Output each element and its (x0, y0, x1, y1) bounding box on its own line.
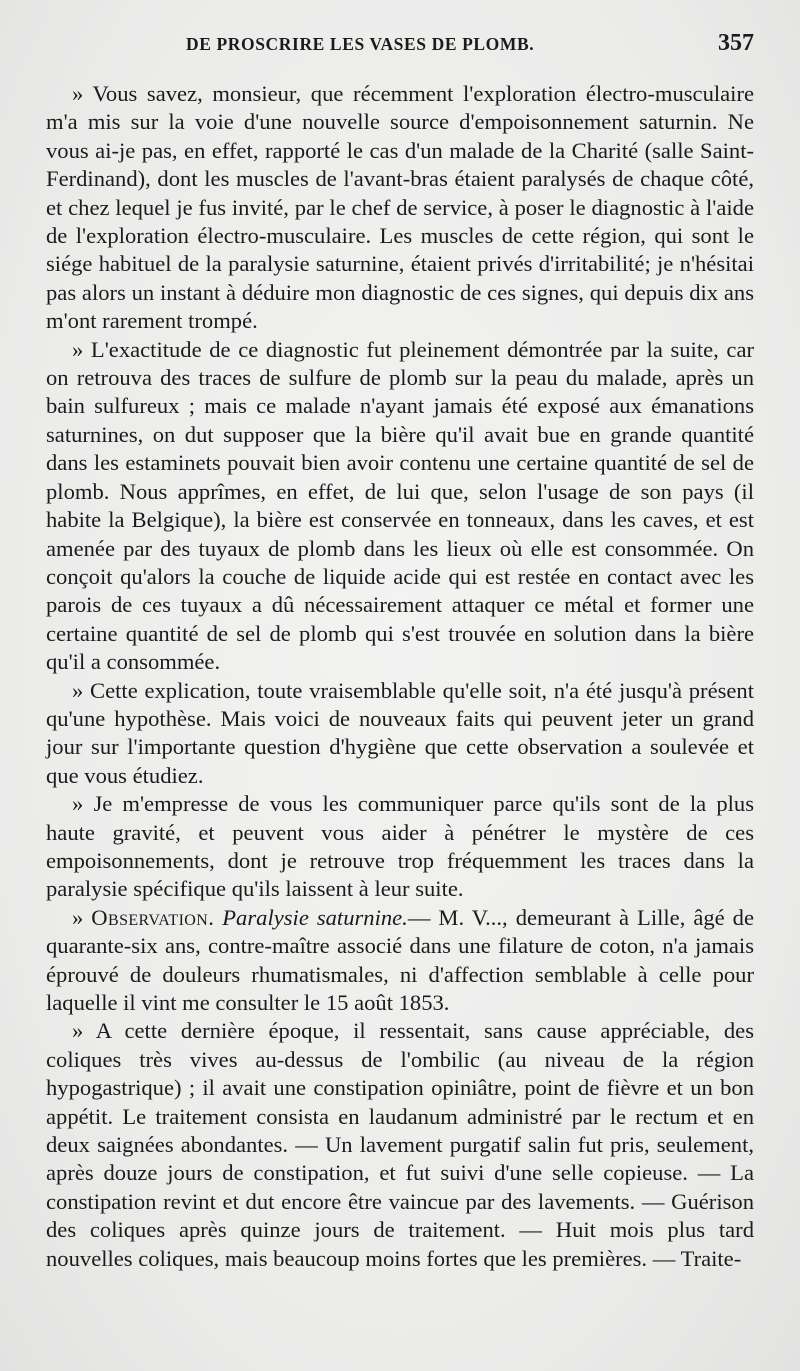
observation-prefix: » (72, 904, 92, 930)
observation-paragraph (46, 904, 754, 1018)
paragraph: » L'exactitude de ce diagnostic fut pleinement démontrée par la suite, car on retrouva des traces de sulfure de plomb sur la peau du malade, après un bain sulfureux ; mais ce malade n'ayant jamais été exposé aux émanations saturnines, on dut supposer que la bière qu'il avait bue en grande quantité dans les estaminets pouvait bien avoir contenu une certaine quantité de sel de plomb. Nous apprîmes, en effet, de lui que, selon l'usage de son pays (il habite la Belgique), la bière est conservée en tonneaux, dans les caves, et est amenée par des tuyaux de plomb dans les lieux où elle est consommée. On conçoit qu'alors la couche de liquide acide qui est restée en contact avec les parois de ces tuyaux a dû nécessairement attaquer ce métal et former une certaine quantité de sel de plomb qui s'est trouvée en solution dans la bière qu'il a consommée. (46, 336, 754, 675)
observation-label: Observation. (91, 904, 215, 930)
paragraph: » Cette explication, toute vraisemblable qu'elle soit, n'a été jusqu'à présent qu'une hypothèse. Mais voici de nouveaux faits qui peuvent jeter un grand jour sur l'importante question d'hygiène que cette observation a soulevée et que vous étudiez. (46, 677, 754, 788)
running-title: DE PROSCRIRE LES VASES DE PLOMB. (186, 34, 535, 54)
page-number: 357 (718, 30, 754, 56)
running-head (186, 30, 754, 66)
paragraph: » Vous savez, monsieur, que récemment l'exploration électro-musculaire m'a mis sur la voie d'une nouvelle source d'empoisonnement saturnin. Ne vous ai-je pas, en effet, rapporté le cas d'un malade de la Charité (salle Saint-Ferdinand), dont les muscles de l'avant-bras étaient paralysés de chaque côté, et chez lequel je fus invité, par le chef de service, à poser le diagnostic à l'aide de l'exploration électro-musculaire. Les muscles de cette région, qui sont le siége habituel de la paralysie saturnine, étaient privés d'irritabilité; je n'hésitai pas alors un instant à déduire mon diagnostic de ces signes, qui depuis dix ans m'ont rarement trompé. (46, 81, 754, 334)
body-text (46, 80, 754, 1273)
paragraph: » Je m'empresse de vous les communiquer parce qu'ils sont de la plus haute gravité, et peuvent vous aider à pénétrer le mystère de ces empoisonnements, dont je retrouve trop fréquemment les traces dans la paralysie spécifique qu'ils laissent à leur suite. (46, 791, 754, 902)
paragraph: » A cette dernière époque, il ressentait, sans cause appréciable, des coliques très vives au-dessus de l'ombilic (au niveau de la région hypogastrique) ; il avait une constipation opiniâtre, point de fièvre et un bon appétit. Le traitement consista en laudanum administré par le rectum et en deux saignées abondantes. — Un lavement purgatif salin fut pris, seulement, après douze jours de constipation, et fut suivi d'une selle copieuse. — La constipation revint et dut encore être vaincue par des lavements. — Guérison des coliques après quinze jours de traitement. — Huit mois plus tard nouvelles coliques, mais beaucoup moins fortes que les premières. — Traite- (46, 1018, 754, 1271)
observation-text: — M. V..., demeurant à Lille, âgé de quarante-six ans, contre-maître associé dans une filature de coton, n'a jamais éprouvé de douleurs rhumatismales, ni d'affection semblable à celle pour laquelle il vint me consulter le 15 août 1853. (46, 904, 754, 1015)
observation-title: Paralysie saturnine. (222, 904, 408, 930)
